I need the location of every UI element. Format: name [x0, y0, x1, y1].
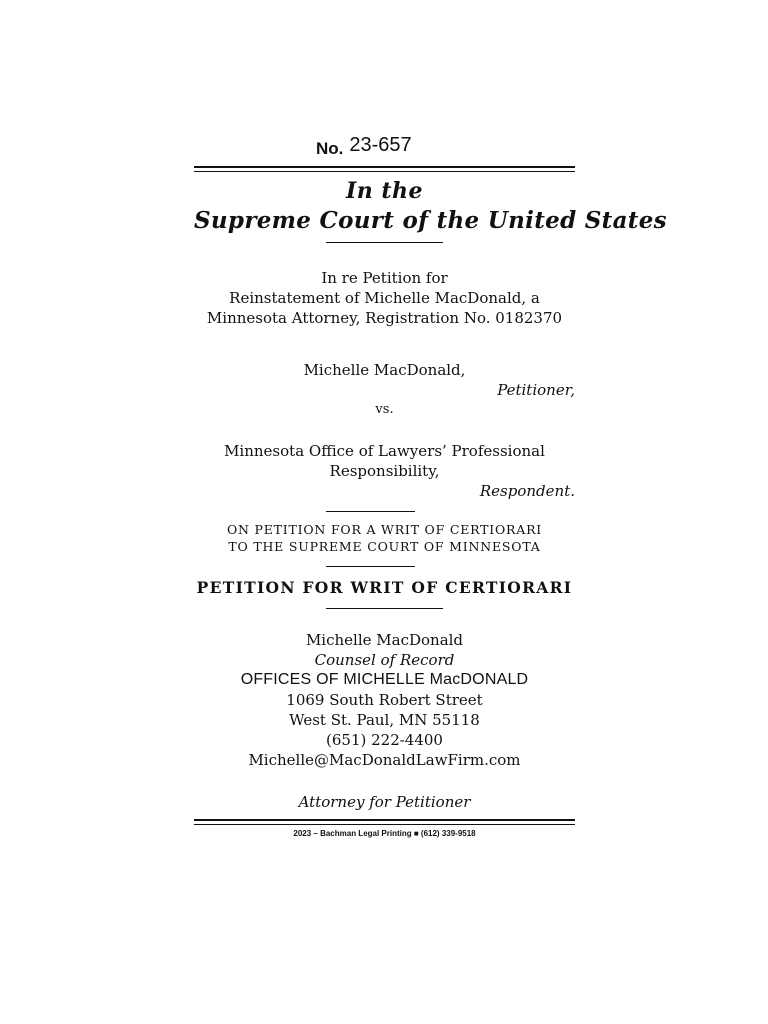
court-underline: [326, 242, 443, 243]
attorney-for: Attorney for Petitioner: [298, 793, 471, 811]
docket-value: 23-657: [349, 134, 412, 156]
top-double-rule: [194, 166, 575, 172]
counsel-role: Counsel of Record: [314, 651, 455, 669]
counsel-city: West St. Paul, MN 55118: [289, 711, 480, 729]
petitioner-role: Petitioner,: [497, 381, 575, 399]
counsel-name: Michelle MacDonald: [305, 631, 464, 649]
caption: [194, 268, 575, 328]
counsel-street: 1069 South Robert Street: [286, 691, 483, 709]
docket-label: No.: [316, 139, 344, 158]
bottom-double-rule: [194, 819, 575, 825]
on-petition: [194, 521, 575, 555]
document-title: PETITION FOR WRIT OF CERTIORARI: [196, 578, 573, 597]
respondent-line1: Minnesota Office of Lawyers’ Professional: [224, 442, 545, 460]
counsel-phone: (651) 222-4400: [326, 731, 443, 749]
petitioner-name: Michelle MacDonald,: [303, 361, 466, 379]
caption-line3: Minnesota Attorney, Registration No. 0182370: [206, 309, 563, 327]
counsel-firm: OFFICES OF MICHELLE MacDONALD: [240, 671, 529, 688]
versus: vs.: [375, 402, 394, 417]
counsel-block: [194, 630, 575, 770]
section-rule-1: [326, 511, 415, 512]
caption-line2: Reinstatement of Michelle MacDonald, a: [229, 289, 540, 307]
respondent-name: [194, 441, 575, 481]
respondent-role: Respondent.: [479, 482, 575, 500]
court-heading-line1: In the: [345, 178, 424, 204]
printer-footer: 2023 – Bachman Legal Printing ■ (612) 339-9518: [293, 829, 476, 838]
respondent-line2: Responsibility,: [329, 462, 440, 480]
section-rule-2: [326, 566, 415, 567]
counsel-email: Michelle@MacDonaldLawFirm.com: [248, 751, 521, 769]
court-heading-line2: Supreme Court of the United States: [194, 207, 667, 234]
section-rule-3: [326, 608, 443, 609]
on-petition-line2: TO THE SUPREME COURT OF MINNESOTA: [228, 539, 541, 554]
docket-number: [316, 134, 516, 160]
on-petition-line1: ON PETITION FOR A WRIT OF CERTIORARI: [226, 522, 543, 537]
caption-line1: In re Petition for: [321, 269, 448, 287]
